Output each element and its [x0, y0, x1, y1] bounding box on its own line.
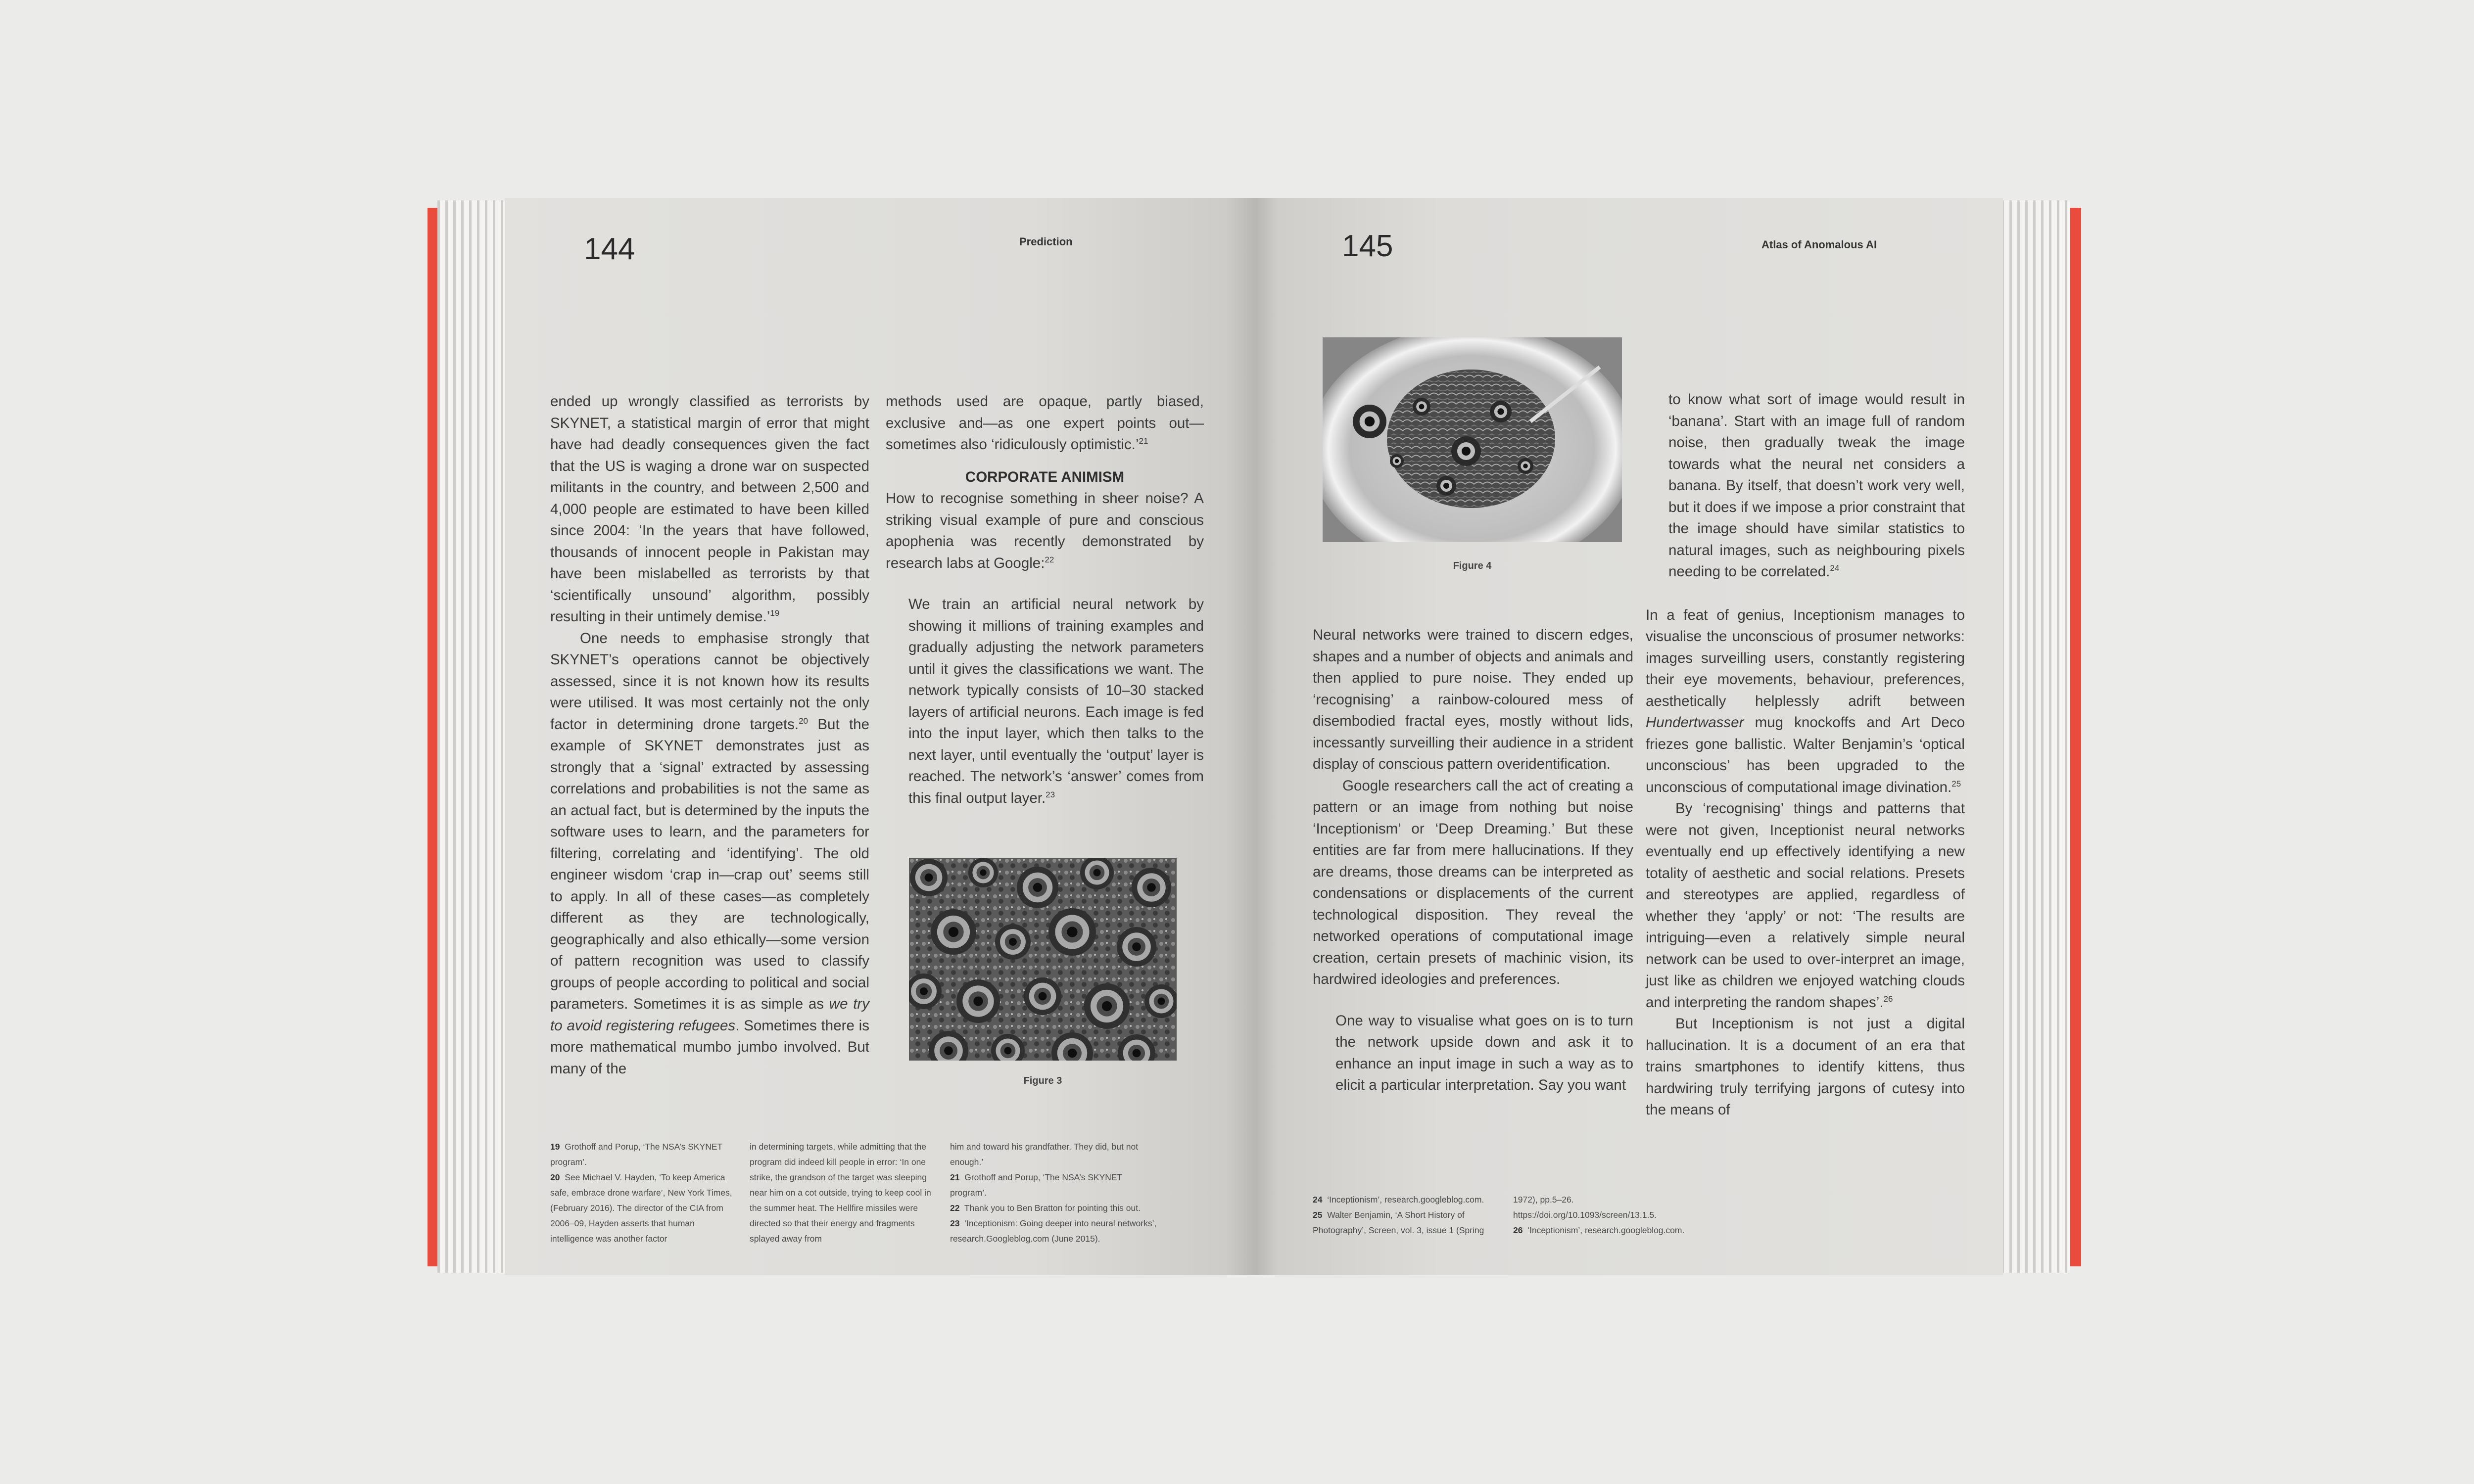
figure-3-caption: Figure 3 [1023, 1075, 1062, 1086]
footnotes-right-b [1513, 1192, 1711, 1238]
paragraph: Google researchers call the act of creating a pattern or an image from nothing but noise ‘Inceptionism’ or ‘Deep Dreaming.’ But these entities are far from mere hallucinations. If they are dreams, those dreams can be interpreted as condensations or displacements of the current technological disposition. They reveal the networked operations of computational image creation, certain presets of machinic vision, its hardwired ideologies and preferences. [1313, 777, 1633, 987]
right-column-1 [1313, 614, 1633, 1096]
paragraph: Neural networks were trained to discern edges, shapes and a number of objects and animals and then applied to pure noise. They ended up ‘recognising’ a rainbow-coloured mess of disembodied fractal eyes, mostly without lids, incessantly surveilling their audience in a strident display of conscious pattern overidentification. [1313, 627, 1633, 772]
footnote: 20 See Michael V. Hayden, ‘To keep America safe, embrace drone warfare’, New York Times, (February 2016). The director of the CIA from 2006–09, Hayden asserts that human intelligence was another factor [550, 1172, 732, 1244]
figure-3-image [909, 858, 1177, 1061]
left-column-1 [550, 391, 869, 1079]
footnote-continued: in determining targets, while admitting that the program did indeed kill people in error: ‘In one strike, the grandson of the target was sleeping near him on a cot outside, trying to keep cool in the summer heat. The Hellfire missiles were directed so that their energy and fragments splayed away from [750, 1142, 931, 1244]
section-heading: CORPORATE ANIMISM [965, 468, 1125, 485]
right-column-2 [1646, 389, 1965, 1121]
page-stack-left [437, 200, 512, 1273]
figure-4-image [1323, 337, 1622, 542]
footnote: 24 ‘Inceptionism’, research.googleblog.com. [1313, 1195, 1484, 1205]
paragraph: How to recognise something in sheer noise? A striking visual example of pure and conscious apophenia was recently demonstrated by research labs at Google:$^{22}$ [886, 490, 1204, 571]
footnote: 21 Grothoff and Porup, ‘The NSA’s SKYNET program’. [950, 1172, 1122, 1198]
paragraph: But Inceptionism is not just a digital hallucination. It is a document of an era that trains smartphones to identify kittens, thus hardwiring truly terrifying jargons of cutesy into the means of [1646, 1016, 1965, 1118]
page-stack-right [1996, 200, 2070, 1273]
book-edge-left [428, 208, 438, 1266]
footnotes-left-b [750, 1139, 938, 1247]
paragraph: In a feat of genius, Inceptionism manages to visualise the unconscious of prosumer networks: images surveilling users, constantly registering their eye movements, behaviour, preferences, aesthetically helplessly adrift between Hundertwasser mug knockoffs and Art Deco friezes gone ballistic. Walter Benjamin’s ‘optical unconscious’ has been upgraded to the unconscious of computational image divination.$^{25}$ [1646, 606, 1965, 795]
footnote: 22 Thank you to Ben Bratton for pointing this out. [950, 1203, 1141, 1213]
footnote: 23 ‘Inceptionism: Going deeper into neural networks’, research.Googleblog.com (June 2015). [950, 1218, 1157, 1244]
book-edge-right [2070, 208, 2081, 1266]
paragraph: methods used are opaque, partly biased, exclusive and—as one expert points out—sometimes also ‘ridiculously optimistic.’$^{21}$ [886, 393, 1204, 453]
footnotes-right-a [1313, 1192, 1511, 1238]
paragraph: By ‘recognising’ things and patterns that were not given, Inceptionist neural networks eventually end up effectively identifying a new totality of aesthetic and social relations. Presets and stereotypes are applied, regardless of whether they ‘apply’ or not: ‘The results are intriguing—even a relatively simple neural network can be used to over-interpret an image, just like as children we enjoyed watching clouds and interpreting the random shapes’.$^{26}$ [1646, 800, 1965, 1011]
block-quote: One way to visualise what goes on is to turn the network upside down and ask it to enhance an input image in such a way as to elicit a particular interpretation. Say you want [1335, 1012, 1633, 1093]
footnotes-left-a [550, 1139, 738, 1247]
footnote-continued: him and toward his grandfather. They did, but not enough.’ [950, 1142, 1139, 1167]
block-quote: to know what sort of image would result in ‘banana’. Start with an image full of random noise, then gradually tweak the image towards what the neural net considers a banana. By itself, that doesn’t work very well, but it does if we impose a prior constraint that the image should have similar statistics to natural images, such as neighbouring pixels needing to be correlated.$^{24}$ [1668, 391, 1965, 580]
paragraph: One needs to emphasise strongly that SKYNET’s operations cannot be objectively assessed, since it is not known how its results were utilised. It was most certainly not the only factor in determining drone targets.$^{20}$ But the example of SKYNET demonstrates just as strongly that a ‘signal’ extracted by assessing correlations and probabilities is not the same as an actual fact, but is determined by the inputs the software uses to learn, and the parameters for filtering, correlating and ‘identifying’. The old engineer wisdom ‘crap in—crap out’ seems still to apply. In all of these cases—as completely different as they are technologically, geographically and also ethically—some version of pattern recognition was used to classify groups of people according to political and social parameters. Sometimes it is as simple as we try to avoid registering refugees. Sometimes there is more mathematical mumbo jumbo involved. But many of the [550, 630, 869, 1077]
footnote: 19 Grothoff and Porup, ‘The NSA’s SKYNET program’. [550, 1142, 722, 1167]
page-number-left: 144 [584, 232, 635, 266]
running-head-left: Prediction [1019, 235, 1073, 248]
block-quote: We train an artificial neural network by showing it millions of training examples and gradually adjusting the network parameters until it gives the classifications we want. The network typically consists of 10–30 stacked layers of artificial neurons. Each image is fed into the input layer, which then talks to the next layer, until eventually the ‘output’ layer is reached. The network’s ‘answer’ comes from this final output layer.$^{23}$ [908, 596, 1204, 806]
figure-4-caption: Figure 4 [1453, 560, 1492, 571]
footnotes-left-c [950, 1139, 1158, 1247]
footnote: 25 Walter Benjamin, ‘A Short History of Photography’, Screen, vol. 3, issue 1 (Spring [1313, 1210, 1484, 1235]
page-number-right: 145 [1342, 229, 1393, 263]
footnote: 26 ‘Inceptionism’, research.googleblog.com. [1513, 1225, 1685, 1235]
footnote-continued: 1972), pp.5–26. https://doi.org/10.1093/screen/13.1.5. [1513, 1195, 1657, 1220]
left-column-2 [886, 391, 1204, 809]
paragraph: ended up wrongly classified as terrorists by SKYNET, a statistical margin of error that might have had deadly consequences given the fact that the US is waging a drone war on suspected militants in the country, and between 2,500 and 4,000 people are estimated to have been killed since 2004: ‘In the years that have followed, thousands of innocent people in Pakistan may have been mislabelled as terrorists by that ‘scientifically unsound’ algorithm, possibly resulting in their untimely demise.’$^{19}$ [550, 393, 869, 625]
running-head-right: Atlas of Anomalous AI [1761, 238, 1877, 251]
